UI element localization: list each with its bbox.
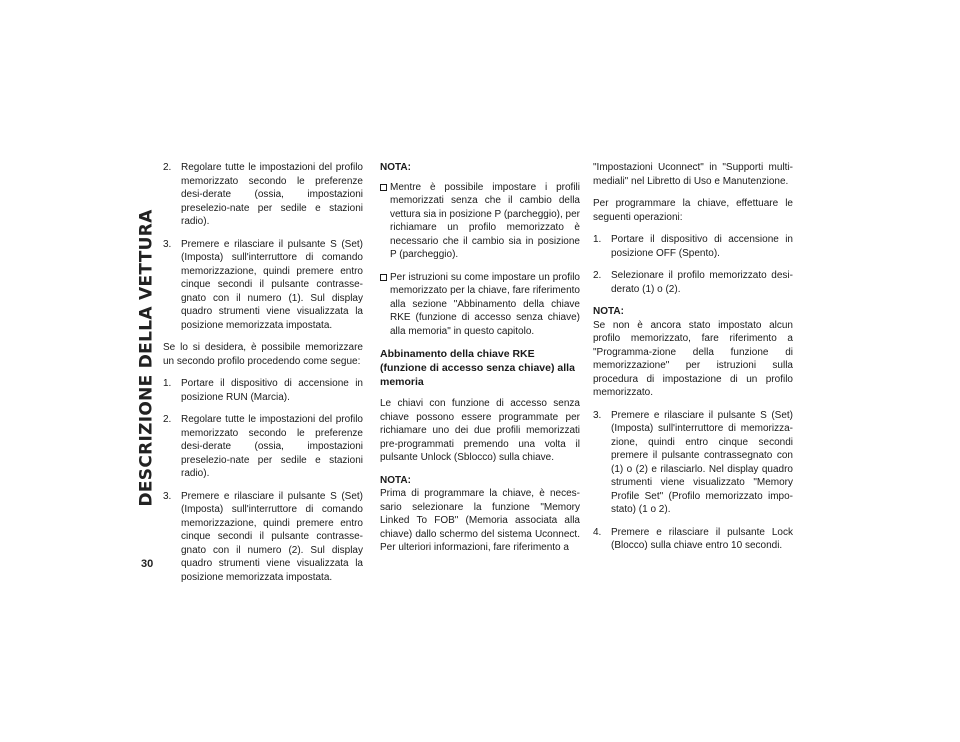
list-number: 3.: [593, 409, 602, 421]
list-text: Portare il dispositivo di accensione in posizione OFF (Spento).: [611, 234, 793, 259]
list-item: [593, 409, 793, 517]
square-bullet-icon: [380, 184, 387, 191]
paragraph: "Impostazioni Uconnect" in "Supporti multi-mediali" nel Libretto di Uso e Manutenzione.: [593, 162, 793, 187]
section-heading: Abbinamento della chiave RKE (funzione di accesso senza chiave) alla memoria: [380, 348, 575, 388]
note-label: NOTA:: [593, 306, 624, 317]
list-number: 2.: [593, 270, 602, 281]
list-item: [163, 161, 363, 229]
bullet-item: [380, 181, 580, 262]
bullet-text: Mentre è possibile impostare i profili memorizzati senza che il cambio della vettura sia in posizione P (parcheggio), per richiamare un profilo memorizzato è necessario che il cambio sia in posizione P (parcheggio).: [390, 181, 580, 260]
chapter-title-text: DESCRIZIONE DELLA VETTURA: [137, 209, 157, 507]
square-bullet-icon: [380, 274, 387, 281]
list-item: [593, 269, 793, 296]
list-text: Premere e rilasciare il pulsante S (Set) (Imposta) sull'interruttore di comando memorizzazione, quindi premere entro cinque secondi il pulsante contrasse-gnato con il numero (1). Sul display quadro strumenti viene visualizzata la posizione memorizzata impostata.: [181, 238, 363, 331]
paragraph: Se non è ancora stato impostato alcun profilo memorizzato, fare riferimento a "Programma-zione della funzione di memorizzazione" per istruzioni sulla procedura di impostazione di un profilo memorizzato.: [593, 319, 793, 398]
list-item: [163, 413, 363, 481]
bullet-item: [380, 271, 580, 339]
list-number: 3.: [163, 490, 172, 502]
list-text: Portare il dispositivo di accensione in posizione RUN (Marcia).: [181, 378, 363, 403]
page-number: 30: [141, 558, 154, 570]
column-middle: [380, 161, 580, 564]
list-text: Regolare tutte le impostazioni del profilo memorizzato secondo le preferenze desi-derate (ossia, impostazioni preselezio-nate per sedile e stazioni radio).: [181, 162, 363, 227]
note-label: NOTA:: [380, 474, 411, 486]
list-text: Selezionare il profilo memorizzato desi-derato (1) o (2).: [611, 270, 793, 295]
paragraph: Prima di programmare la chiave, è neces-sario selezionare la funzione "Memory Linked To FOB" (Memoria associata alla chiave) dallo schermo del sistema Uconnect. Per ulteriori informazioni, fare riferimento a: [380, 488, 580, 553]
column-right: [593, 161, 793, 562]
list-text: Premere e rilasciare il pulsante S (Set) (Imposta) sull'interruttore di memorizza-zione, quindi entro cinque secondi premere il pulsante contrassegnato con (1) o (2) e rilasciarlo. Nel display quadro strumenti viene visualizzato "Memory Profile Set" (Profilo memorizzato impo-stato) (1 o 2).: [611, 409, 793, 515]
list-number: 4.: [593, 526, 602, 538]
column-left: [163, 161, 363, 593]
list-text: Regolare tutte le impostazioni del profilo memorizzato secondo le preferenze desi-derate (ossia, impostazioni preselezio-nate per sedile e stazioni radio).: [181, 414, 363, 479]
list-number: 3.: [163, 238, 172, 250]
note-label: NOTA:: [380, 162, 411, 173]
paragraph: Le chiavi con funzione di accesso senza chiave possono essere programmate per richiamare uno dei due profili memorizzati pre-programmati premendo una volta il pulsante Unlock (Sblocco) sulla chiave.: [380, 398, 580, 463]
list-item: [163, 377, 363, 404]
chapter-side-title: [134, 160, 160, 556]
list-number: 1.: [163, 378, 172, 389]
paragraph: Se lo si desidera, è possibile memorizzare un secondo profilo procedendo come segue:: [163, 342, 363, 367]
list-number: 1.: [593, 234, 602, 245]
bullet-text: Per istruzioni su come impostare un profilo memorizzato per la chiave, fare riferimento alla sezione "Abbinamento della chiave RKE (funzione di accesso senza chiave) alla memoria" in questo capitolo.: [390, 271, 580, 337]
list-item: [593, 233, 793, 260]
list-number: 2.: [163, 162, 172, 173]
list-text: Premere e rilasciare il pulsante S (Set) (Imposta) sull'interruttore di comando memorizzazione, quindi premere entro cinque secondi il pulsante contrasse-gnato con il numero (2). Sul display quadro strumenti viene visualizzata la posizione memorizzata impostata.: [181, 490, 363, 583]
list-number: 2.: [163, 414, 172, 425]
paragraph: Per programmare la chiave, effettuare le seguenti operazioni:: [593, 198, 793, 223]
list-item: [163, 238, 363, 333]
list-item: [593, 526, 793, 553]
list-item: [163, 490, 363, 585]
list-text: Premere e rilasciare il pulsante Lock (Blocco) sulla chiave entro 10 secondi.: [611, 526, 793, 551]
